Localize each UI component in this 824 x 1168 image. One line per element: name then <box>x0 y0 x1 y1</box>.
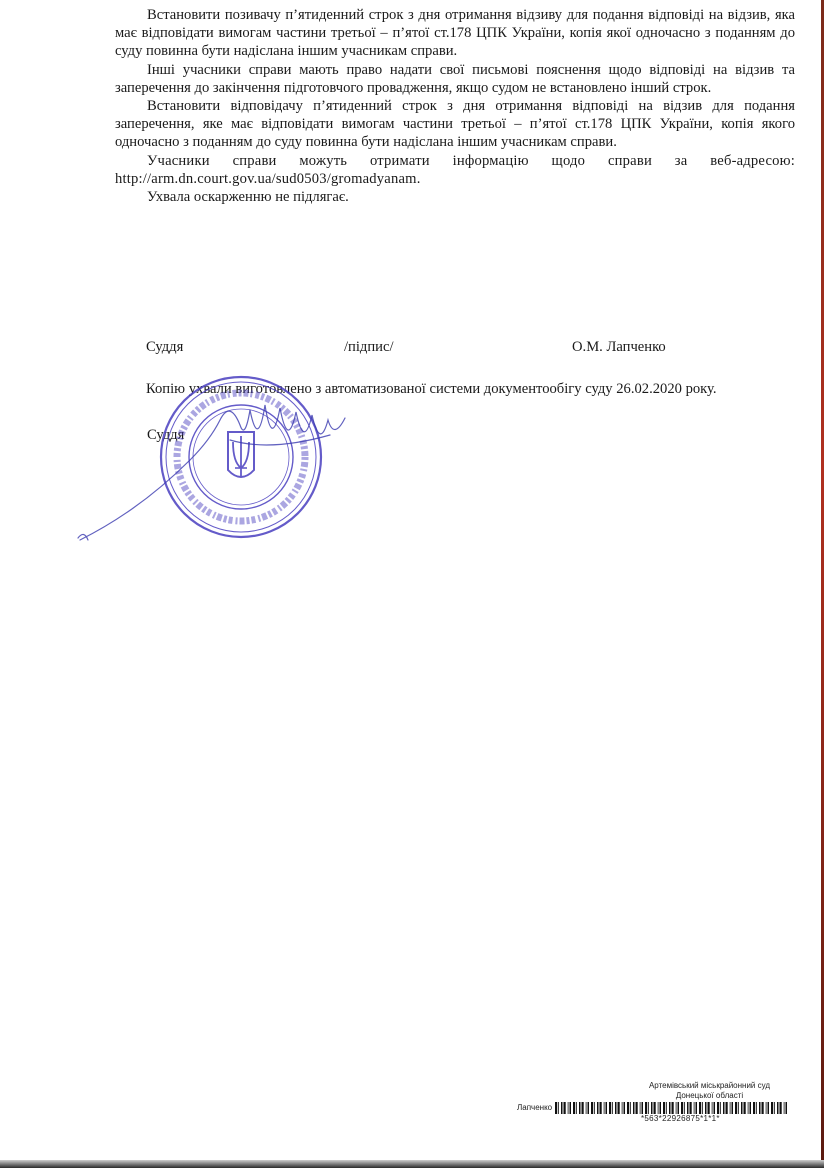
document-body <box>115 6 795 206</box>
paragraph-plaintiff-deadline: Встановити позивачу п’ятиденний строк з дня отримання відзиву для подання відповіді на відзив, яка має відповідати вимогам частини третьої – п’ятої ст.178 ЦПК України, копія якої одночасно з поданням до суду повинна бути надіслана іншим учасникам справи. <box>115 7 795 60</box>
footer-court-name: Артемівський міськрайонний суд <box>648 1081 771 1090</box>
handwritten-signature <box>70 380 360 555</box>
paragraph-defendant-deadline: Встановити відповідачу п’ятиденний строк з дня отримання відповіді на відзив для подання заперечення, яке має відповідати вимогам частини третьої – п’ятої ст.178 ЦПК України, копія якого одночасно з поданням до суду повинна бути надіслана іншим учасникам справи. <box>115 98 795 151</box>
barcode-text: *563*22926875*1*1* <box>641 1114 720 1123</box>
footer-block <box>517 1081 807 1124</box>
footer-region: Донецької області <box>675 1091 744 1100</box>
judge-name: О.М. Лапченко <box>572 339 666 355</box>
barcode <box>555 1102 790 1114</box>
judge-label: Суддя <box>146 339 184 355</box>
signature-placeholder: /підпис/ <box>344 339 394 355</box>
page-edge-bottom <box>0 1160 824 1168</box>
judge-label-lower: Суддя <box>147 427 185 443</box>
footer-judge-surname: Лапченко <box>517 1103 553 1112</box>
paragraph-info-url: Учасники справи можуть отримати інформацію щодо справи за веб-адресою: http://arm.dn.court.gov.ua/sud0503/gromadyanam. <box>115 152 795 187</box>
copy-note: Копію ухвали виготовлено з автоматизованої системи документообігу суду 26.02.2020 року. <box>146 381 717 397</box>
paragraph-no-appeal: Ухвала оскарженню не підлягає. <box>147 189 349 206</box>
paragraph-other-participants: Інші учасники справи мають право надати свої письмові пояснення щодо відповіді на відзив та заперечення до закінчення підготовчого провадження, якщо судом не встановлено інший строк. <box>115 61 795 96</box>
